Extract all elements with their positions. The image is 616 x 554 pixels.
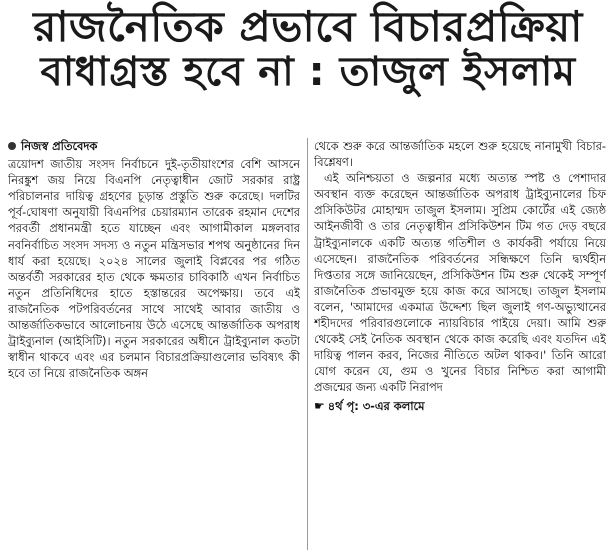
bullet-dot-icon: [8, 142, 16, 150]
article-column-left: [8, 138, 300, 550]
byline-text: নিজস্ব প্রতিবেদক: [21, 139, 98, 153]
article-paragraph: থেকে শুরু করে আন্তর্জাতিক মহলে শুরু হয়েছে নানামুখী বিচার-বিশ্লেষণ।: [314, 139, 606, 170]
article-paragraph: ত্রয়োদশ জাতীয় সংসদ নির্বাচনে দুই-তৃতীয়াংশের বেশি আসনে নিরঙ্কুশ জয় নিয়ে বিএনপি নেতৃত্বাধীন জোট সরকার রাষ্ট্র পরিচালনার দায়িত্ব গ্রহণের চূড়ান্ত প্রস্তুতি শুরু করেছে। দলটির পূর্ব-ঘোষণা অনুযায়ী বিএনপির চেয়ারম্যান তারেক রহমান দেশের পরবর্তী প্রধানমন্ত্রী হতে যাচ্ছেন এবং আগামীকাল মঙ্গলবার নবনির্বাচিত সংসদ সদস্য ও নতুন মন্ত্রিসভার শপথ অনুষ্ঠানের দিন ধার্য করা হয়েছে। ২০২৪ সালের জুলাই বিপ্লবের পর গঠিত অন্তর্বর্তী সরকারের হাত থেকে ক্ষমতার চাবিকাঠি এখন নির্বাচিত নতুন প্রতিনিধিদের হাতে হস্তান্তরের অপেক্ষায়। তবে এই রাজনৈতিক পটপরিবর্তনের সাথে সাথেই আবার জাতীয় ও আন্তর্জাতিকভাবে আলোচনায় উঠে এসেছে আন্তর্জাতিক অপরাধ ট্রাইব্যুনাল (আইসিটি)। নতুন সরকারের অধীনে ট্রাইব্যুনাল কতটা স্বাধীন থাকবে এবং এর চলমান বিচারপ্রক্রিয়াগুলোর ভবিষ্যৎ কী হবে তা নিয়ে রাজনৈতিক অঙ্গন: [8, 157, 300, 381]
newspaper-page: [0, 4, 616, 554]
headline: [8, 4, 608, 95]
continuation-note: [314, 398, 606, 414]
byline: [8, 138, 300, 154]
headline-line-1: রাজনৈতিক প্রভাবে বিচারপ্রক্রিয়া: [33, 2, 583, 51]
headline-line-2: বাধাগ্রস্ত হবে না : তাজুল ইসলাম: [40, 49, 576, 96]
column-divider: [307, 138, 308, 550]
pointing-hand-icon: ☛: [314, 398, 325, 413]
article-column-right: [314, 138, 606, 550]
article-paragraph: এই অনিশ্চয়তা ও জল্পনার মধ্যে অত্যন্ত স্পষ্ট ও পেশাদার অবস্থান ব্যক্ত করেছেন আন্তর্জাতিক অপরাধ ট্রাইব্যুনালের চিফ প্রসিকিউটর মোহাম্মদ তাজুল ইসলাম। সুপ্রিম কোর্টের এই জ্যেষ্ঠ আইনজীবী ও তার নেতৃত্বাধীন প্রসিকিউশন টিম গত দেড় বছরে ট্রাইব্যুনালকে একটি অত্যন্ত গতিশীল ও কার্যকরী পর্যায়ে নিয়ে এসেছেন। রাজনৈতিক পরিবর্তনের সন্ধিক্ষণে তিনি দ্ব্যর্থহীন দিপ্ততার সঙ্গে জানিয়েছেন, প্রসিকিউশন টিম শুরু থেকেই সম্পূর্ণ রাজনৈতিক প্রভাবমুক্ত হয়ে কাজ করে আসছে। তাজুল ইসলাম বলেন, 'আমাদের একমাত্র উদ্দেশ্য ছিল জুলাই গণ-অভ্যুত্থানের শহীদদের পরিবারগুলোকে ন্যায়বিচার পাইয়ে দেয়া। আমি শুরু থেকেই সেই নৈতিক অবস্থান থেকে কাজ করেছি এবং যতদিন এই দায়িত্ব পালন করব, নিজের নীতিতে অটল থাকব।' তিনি আরো যোগ করেন যে, গুম ও খুনের বিচার নিশ্চিত করা আগামী প্রজন্মের জন্য একটি নিরাপদ: [314, 171, 606, 395]
article-body: [8, 138, 608, 550]
continuation-text: ৪র্থ পৃ: ৩-এর কলামে: [327, 398, 425, 413]
